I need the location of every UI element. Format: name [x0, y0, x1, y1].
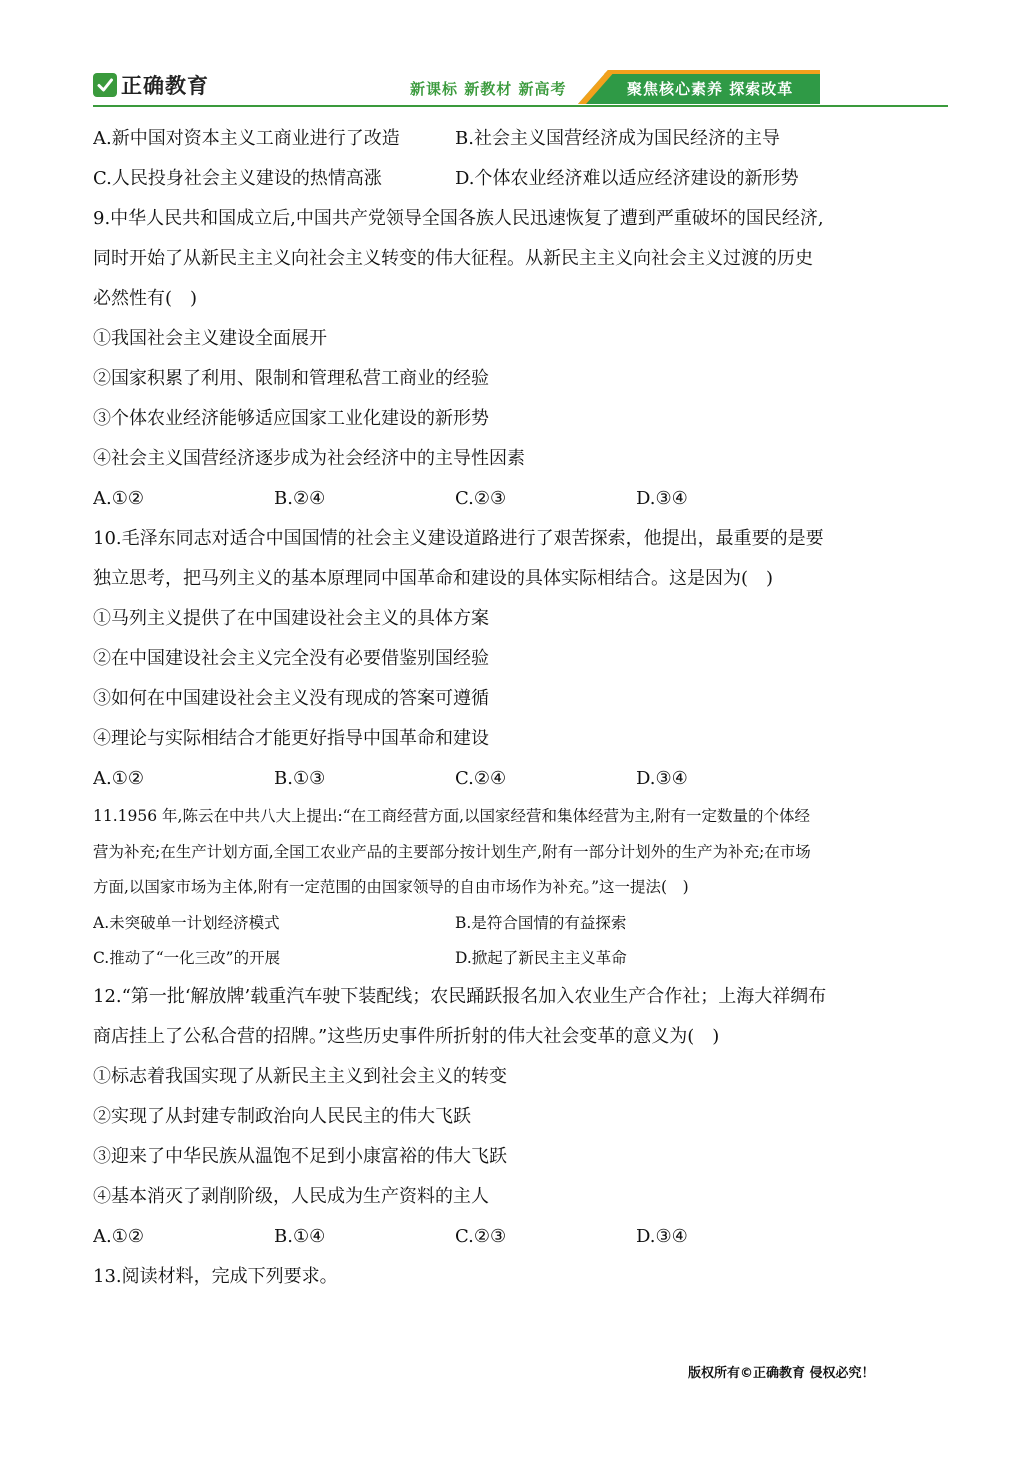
q12-option-c: C.②③ — [455, 1225, 507, 1247]
q9-option-a: A.①② — [93, 488, 144, 509]
q12-stem-line: 12.“第一批‘解放牌’载重汽车驶下装配线；农民踊跃报名加入农业生产合作社；上海大祥绸布 — [93, 985, 827, 1007]
q11-options-row1 — [93, 906, 943, 942]
q10-stem-line: 独立思考，把马列主义的基本原理同中国革命和建设的具体实际相结合。这是因为( ) — [93, 568, 774, 589]
q10-stem-line: 10.毛泽东同志对适合中国国情的社会主义建设道路进行了艰苦探索，他提出，最重要的是要 — [93, 528, 824, 549]
q10-option-c: C.②④ — [455, 768, 507, 789]
q9-item: ④社会主义国营经济逐步成为社会经济中的主导性因素 — [93, 448, 525, 469]
q12-item: ②实现了从封建专制政治向人民民主的伟大飞跃 — [93, 1105, 471, 1127]
q10-item: ③如何在中国建设社会主义没有现成的答案可遵循 — [93, 688, 489, 709]
q11-options-row2 — [93, 941, 943, 977]
q12-option-d: D.③④ — [636, 1225, 688, 1247]
q10-option-b: B.①③ — [274, 768, 326, 789]
q10-option-a: A.①② — [93, 768, 144, 789]
q11-stem-line: 11.1956 年,陈云在中共八大上提出:“在工商经营方面,以国家经营和集体经营为主,附有一定数量的个体经 — [93, 807, 810, 825]
q8-option-c: C.人民投身社会主义建设的热情高涨 — [93, 168, 382, 189]
checkmark-icon — [93, 73, 117, 97]
q11-option-b: B.是符合国情的有益探索 — [455, 913, 627, 932]
q10-option-d: D.③④ — [636, 768, 688, 789]
q12-option-b: B.①④ — [274, 1225, 326, 1247]
q9-item: ③个体农业经济能够适应国家工业化建设的新形势 — [93, 408, 489, 429]
q8-options-row2 — [93, 159, 943, 199]
q9-item: ②国家积累了利用、限制和管理私营工商业的经验 — [93, 368, 489, 389]
q12-options — [93, 1217, 943, 1257]
q10-item: ④理论与实际相结合才能更好指导中国革命和建设 — [93, 728, 489, 749]
q12-stem-line: 商店挂上了公私合营的招牌。”这些历史事件所折射的伟大社会变革的意义为( ) — [93, 1025, 720, 1047]
q9-stem-line: 必然性有( ) — [93, 288, 198, 309]
exam-content — [93, 119, 943, 1297]
q9-option-d: D.③④ — [636, 488, 688, 509]
q12-option-a: A.①② — [93, 1225, 144, 1247]
q12-item: ①标志着我国实现了从新民主主义到社会主义的转变 — [93, 1065, 507, 1087]
q13-stem: 13.阅读材料，完成下列要求。 — [93, 1265, 338, 1287]
q9-option-c: C.②③ — [455, 488, 507, 509]
copyright-footer: 版权所有©正确教育 侵权必究！ — [688, 1366, 875, 1381]
q11-option-c: C.推动了“一化三改”的开展 — [93, 949, 281, 967]
q11-option-d: D.掀起了新民主主义革命 — [455, 949, 627, 967]
q8-option-d: D.个体农业经济难以适应经济建设的新形势 — [455, 168, 799, 189]
q10-item: ①马列主义提供了在中国建设社会主义的具体方案 — [93, 608, 489, 629]
q9-item: ①我国社会主义建设全面展开 — [93, 328, 327, 349]
q9-stem-line: 9.中华人民共和国成立后,中国共产党领导全国各族人民迅速恢复了遭到严重破坏的国民经济, — [93, 208, 824, 229]
q11-stem-line: 营为补充;在生产计划方面,全国工农业产品的主要部分按计划生产,附有一部分计划外的生产为补充;在市场 — [93, 842, 811, 861]
q8-option-a: A.新中国对资本主义工商业进行了改造 — [93, 128, 400, 149]
q12-item: ④基本消灭了剥削阶级，人民成为生产资料的主人 — [93, 1185, 489, 1207]
q9-option-b: B.②④ — [274, 488, 326, 509]
brand-name: 正确教育 — [121, 74, 209, 98]
q10-options — [93, 759, 943, 799]
brand-logo — [93, 70, 209, 100]
q11-stem-line: 方面,以国家市场为主体,附有一定范围的由国家领导的自由市场作为补充。”这一提法( ) — [93, 878, 689, 896]
slogan-right: 聚焦核心素养 探索改革 — [627, 80, 794, 98]
q8-option-b: B.社会主义国营经济成为国民经济的主导 — [455, 128, 780, 149]
q10-item: ②在中国建设社会主义完全没有必要借鉴别国经验 — [93, 648, 489, 669]
header-divider — [93, 105, 948, 107]
q8-options-row1 — [93, 119, 943, 159]
page-header — [0, 0, 1034, 110]
q11-option-a: A.未突破单一计划经济模式 — [93, 913, 280, 932]
q9-stem-line: 同时开始了从新民主主义向社会主义转变的伟大征程。从新民主主义向社会主义过渡的历史 — [93, 248, 813, 269]
q12-item: ③迎来了中华民族从温饱不足到小康富裕的伟大飞跃 — [93, 1145, 507, 1167]
slogan-left: 新课标 新教材 新高考 — [410, 80, 567, 98]
q9-options — [93, 479, 943, 519]
